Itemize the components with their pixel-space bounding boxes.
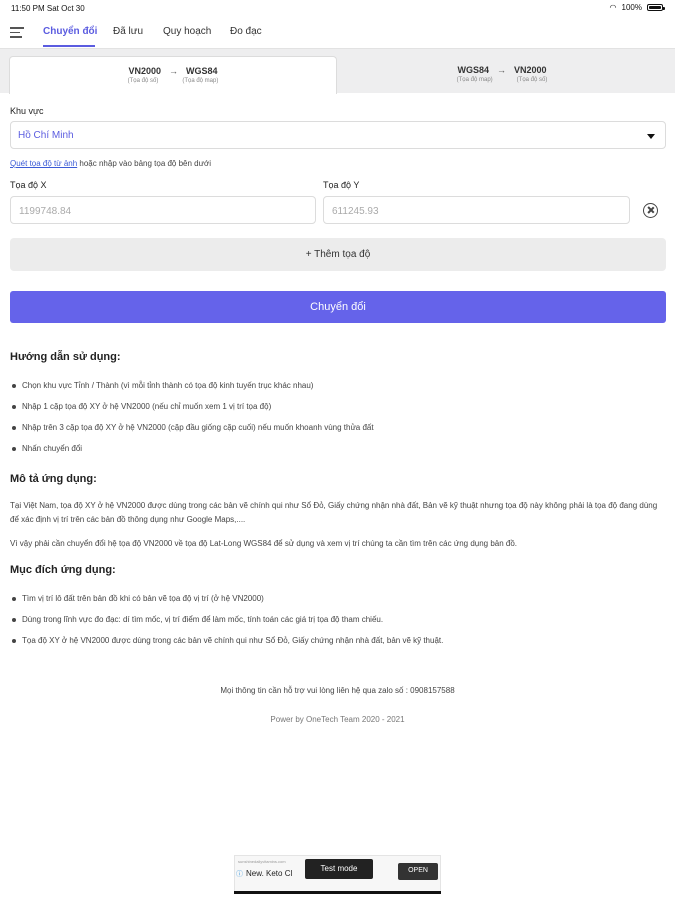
arrow-right-icon: →	[169, 66, 178, 76]
ad-title: New. Keto Cl	[246, 869, 293, 878]
list-item: Tìm vị trí lô đất trên bản đồ khi có bản vẽ tọa độ vị trí (ở hệ VN2000)	[12, 594, 264, 603]
x-coordinate-input[interactable]: 1199748.84	[10, 196, 316, 224]
ad-bottom-bar	[234, 891, 441, 894]
status-right	[610, 3, 663, 12]
guide-title: Hướng dẫn sử dụng:	[10, 351, 121, 363]
list-item: Tọa độ XY ở hệ VN2000 được dùng trong các bản vẽ chính qui như Sổ Đỏ, Giấy chứng nhận nhà đất, bản vẽ kỹ thuật.	[12, 636, 443, 645]
description-title: Mô tả ứng dụng:	[10, 473, 97, 485]
region-select[interactable]	[10, 121, 666, 149]
segment-vn2000-to-wgs84[interactable]	[9, 56, 337, 94]
x-label: Tọa độ X	[10, 180, 47, 190]
description-paragraph-1: Tại Việt Nam, tọa độ XY ở hệ VN2000 được dùng trong các bản vẽ chính qui như Sổ Đỏ, Giấy chứng nhận nhà đất, Bản vẽ kỹ thuật nhưng tọa độ này không phải là tọa độ đang dùng để xác định vị trí trên các bản đồ thông dụng như Google Maps,....	[10, 501, 658, 524]
region-label: Khu vực	[10, 106, 44, 116]
list-item: Chọn khu vực Tỉnh / Thành (vì mỗi tỉnh thành có tọa độ kinh tuyến trục khác nhau)	[12, 381, 313, 390]
conversion-direction-switch	[0, 48, 675, 93]
status-bar	[0, 0, 675, 16]
wifi-icon: ◠	[609, 3, 617, 12]
segment-to-sub: (Tọa độ map)	[182, 78, 219, 84]
segment-to: VN2000	[513, 65, 547, 75]
segment-from: VN2000	[128, 66, 161, 76]
arrow-right-icon: →	[496, 65, 506, 75]
y-label: Tọa độ Y	[323, 180, 360, 190]
tab-planning[interactable]: Quy hoạch	[163, 26, 212, 37]
tab-measure[interactable]: Đo đạc	[230, 26, 262, 37]
list-item: Dùng trong lĩnh vực đo đạc: dí tìm mốc, vị trí điểm để làm mốc, tính toán các giá trị tọa độ tham chiếu.	[12, 615, 383, 624]
chevron-down-icon	[647, 134, 655, 139]
status-time: 11:50 PM Sat Oct 30	[11, 4, 85, 13]
add-coordinate-button[interactable]: + Thêm tọa độ	[10, 238, 666, 271]
segment-from: WGS84	[457, 65, 489, 75]
battery-icon	[647, 4, 663, 11]
description-paragraph-2: Vì vậy phải cần chuyển đổi hệ tọa độ VN2000 về tọa độ Lat-Long WGS84 để sử dụng và xem vị trí chúng ta cần tìm trên các ứng dụng bản đồ.	[10, 539, 518, 548]
top-nav	[0, 16, 675, 48]
tab-convert[interactable]: Chuyển đổi	[43, 26, 98, 37]
power-by-text: Power by OneTech Team 2020 - 2021	[270, 715, 405, 724]
hint-text: hoặc nhập vào bảng tọa độ bên dưới	[77, 159, 212, 168]
list-item: Nhấn chuyển đổi	[12, 444, 82, 453]
tab-saved[interactable]: Đã lưu	[113, 26, 144, 37]
active-tab-indicator	[43, 45, 95, 47]
list-item: Nhập trên 3 cặp tọa độ XY ở hệ VN2000 (cặp đầu giống cặp cuối) nếu muốn khoanh vùng thửa đất	[12, 423, 374, 432]
scan-from-image-link[interactable]: Quét tọa độ từ ảnh	[10, 159, 78, 168]
contact-text: Mọi thông tin cần hỗ trợ vui lòng liên hệ qua zalo số : 0908157588	[220, 686, 455, 695]
ad-open-button[interactable]: OPEN	[398, 863, 438, 880]
input-hint	[10, 159, 211, 168]
purpose-title: Mục đích ứng dụng:	[10, 564, 116, 576]
segment-to-sub: (Tọa độ số)	[516, 77, 548, 83]
segment-from-sub: (Tọa độ số)	[127, 78, 159, 84]
battery-percent: 100%	[621, 3, 642, 12]
menu-icon[interactable]	[10, 27, 24, 39]
convert-button[interactable]: Chuyển đổi	[10, 291, 666, 323]
ad-banner[interactable]	[234, 855, 441, 893]
y-coordinate-input[interactable]: 611245.93	[323, 196, 630, 224]
region-value: Hồ Chí Minh	[18, 130, 74, 141]
segment-wgs84-to-vn2000[interactable]	[338, 56, 666, 94]
ad-domain: sunshinedailyvitamins.com	[238, 859, 286, 864]
segment-to: WGS84	[186, 66, 218, 76]
test-mode-badge: Test mode	[305, 859, 373, 879]
segment-from-sub: (Tọa độ map)	[456, 77, 493, 83]
list-item: Nhập 1 cặp tọa độ XY ở hệ VN2000 (nếu chỉ muốn xem 1 vị trí tọa độ)	[12, 402, 271, 411]
ad-info-icon[interactable]: ⓘ	[236, 871, 243, 878]
remove-row-icon[interactable]	[643, 203, 658, 218]
